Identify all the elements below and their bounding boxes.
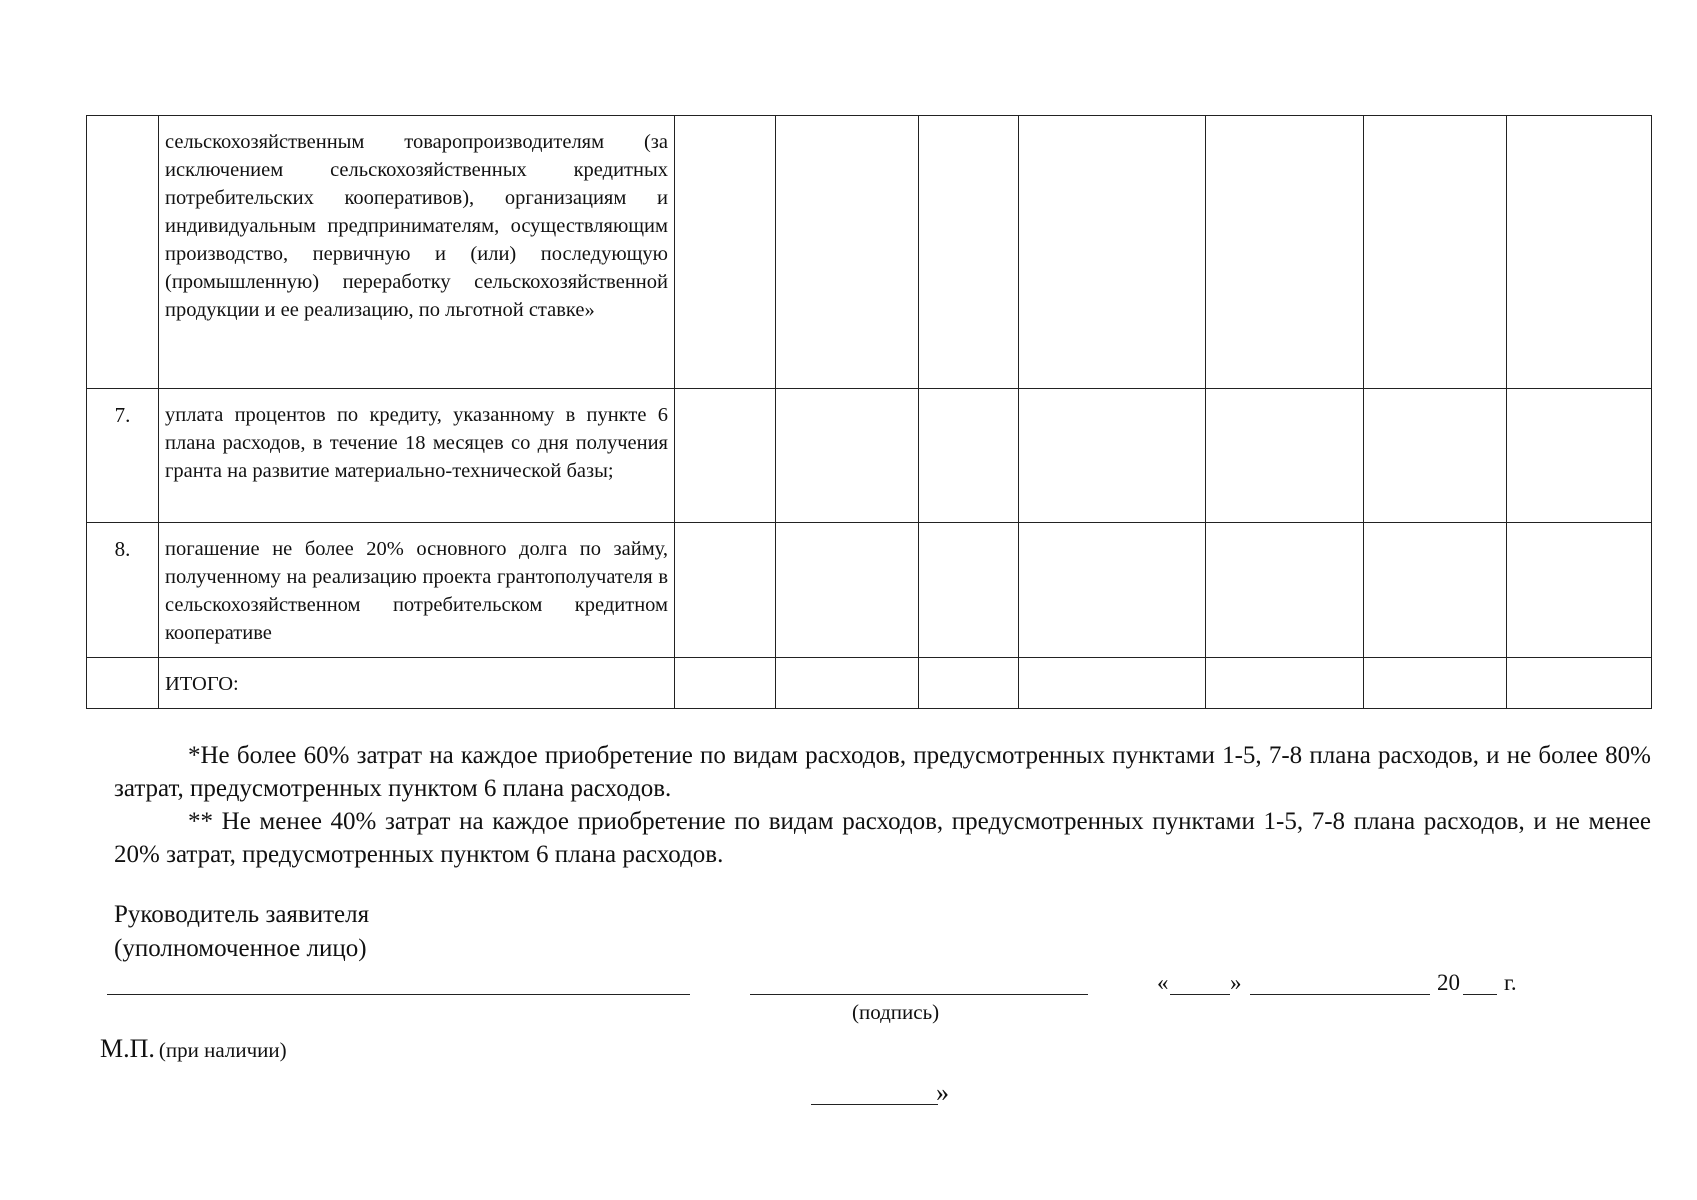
table-cell [1206,523,1364,658]
table-cell [776,523,919,658]
stamp-abbrev: М.П. [100,1034,155,1063]
table-cell [1364,658,1507,709]
row-number: 7. [87,389,159,523]
table-cell [1507,389,1652,523]
date-open-quote: « [1157,970,1169,995]
footnote-1: *Не более 60% затрат на каждое приобретение по видам расходов, предусмотренных пунктами 1-5, 7-8 плана расходов, и не более 80% затрат, предусмотренных пунктом 6 плана расходов. [114,742,1651,802]
table-row [87,389,1652,523]
date-month-line [1250,994,1430,995]
footnotes [114,739,1651,871]
year-line [1463,994,1497,995]
total-row [87,658,1652,709]
row-description: погашение не более 20% основного долга по займу, полученному на реализацию проекта грантополучателя в сельскохозяйственном потребительском кредитном кооперативе [159,523,675,658]
closing-line [811,1104,938,1105]
table-cell [1507,658,1652,709]
signature-caption: (подпись) [852,1000,940,1024]
table-cell [1364,389,1507,523]
signatory-subtitle: (уполномоченное лицо) [114,935,367,962]
table-cell [919,658,1019,709]
footnote-2: ** Не менее 40% затрат на каждое приобретение по видам расходов, предусмотренных пунктами 1-5, 7-8 плана расходов, и не менее 20% затрат, предусмотренных пунктом 6 плана расходов. [114,808,1651,868]
expense-plan-table [86,115,1652,709]
year-suffix: г. [1504,970,1517,995]
table-cell [1206,658,1364,709]
signatory-title: Руководитель заявителя [114,901,370,928]
stamp-note: (при наличии) [158,1038,287,1062]
table-cell [1019,116,1206,389]
table-cell [1019,389,1206,523]
table-cell [776,116,919,389]
table-cell [919,523,1019,658]
year-prefix: 20 [1437,970,1460,995]
table-cell [776,389,919,523]
table-cell [675,116,776,389]
table-cell [776,658,919,709]
date-close-quote: » [1230,970,1242,995]
table-cell [919,116,1019,389]
total-label: ИТОГО: [159,658,675,709]
row-number [87,658,159,709]
row-description: уплата процентов по кредиту, указанному в пункте 6 плана расходов, в течение 18 месяцев со дня получения гранта на развитие материально-технической базы; [159,389,675,523]
table-cell [1507,523,1652,658]
closing-quote: » [936,1078,949,1107]
table-cell [919,389,1019,523]
table-cell [1019,523,1206,658]
table-row [87,523,1652,658]
table-cell [1206,389,1364,523]
date-day-line [1170,994,1230,995]
row-number [87,116,159,389]
row-number: 8. [87,523,159,658]
table-cell [1364,523,1507,658]
table-row [87,116,1652,389]
table-cell [675,389,776,523]
stamp-label [100,1034,287,1064]
table-cell [1507,116,1652,389]
table-cell [1206,116,1364,389]
signature-line [750,994,1088,995]
table-cell [675,658,776,709]
name-line [107,994,690,995]
row-description: сельскохозяйственным товаропроизводителям (за исключением сельскохозяйственных кредитных потребительских кооперативов), организациям и индивидуальным предпринимателям, осуществляющим производство, первичную и (или) последующую (промышленную) переработку сельскохозяйственной продукции и ее реализацию, по льготной ставке» [159,116,675,389]
table-cell [1364,116,1507,389]
table-cell [675,523,776,658]
table-cell [1019,658,1206,709]
